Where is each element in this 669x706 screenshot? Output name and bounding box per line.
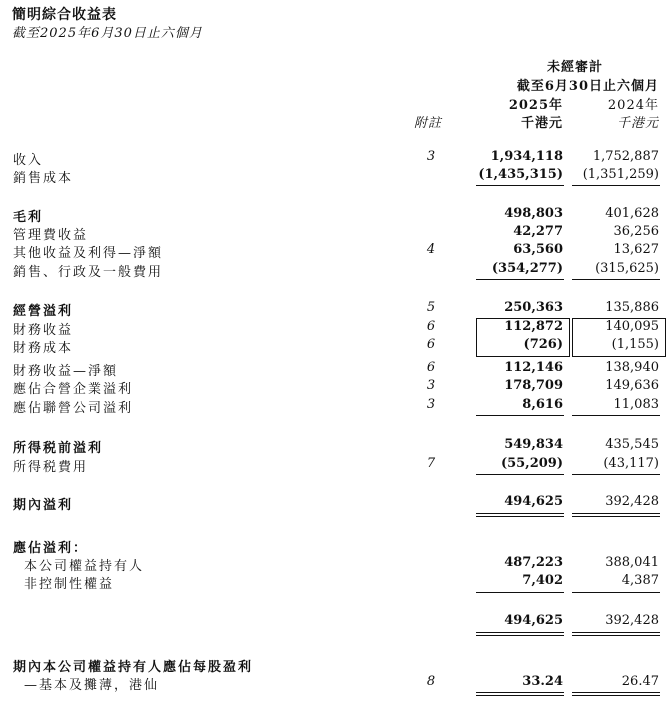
row-value-2025: 498,803 (504, 206, 563, 221)
row-label-eps-heading: 期內本公司權益持有人應佔每股盈利 (13, 660, 254, 675)
total-rule (572, 632, 660, 633)
row-label-cost-of-sales: 銷售成本 (13, 171, 74, 186)
subtotal-rule (476, 415, 564, 416)
row-value-2025: 7,402 (522, 573, 563, 588)
row-value-2025: 494,625 (504, 494, 563, 509)
subtotal-rule (572, 279, 660, 280)
row-value-2024: 392,428 (605, 494, 659, 509)
subtotal-rule (476, 474, 564, 475)
total-rule (476, 695, 564, 696)
row-value-2025: (1,435,315) (478, 167, 563, 182)
row-label-operating-profit: 經營溢利 (13, 304, 74, 319)
header-unit-2024: 千港元 (616, 116, 659, 131)
row-value-2024: 401,628 (605, 206, 659, 221)
row-label-non-controlling: 非控制性權益 (24, 577, 115, 592)
row-value-2025: 112,146 (504, 360, 563, 375)
statement-title: 簡明綜合收益表 (12, 7, 117, 23)
row-note: 8 (426, 674, 436, 689)
row-label-management-fee: 管理費收益 (13, 228, 89, 243)
row-label-other-income: 其他收益及利得—淨額 (13, 246, 164, 261)
row-note: 7 (426, 456, 436, 471)
row-value-2024: 11,083 (613, 397, 659, 412)
total-rule (572, 635, 660, 636)
row-note: 3 (426, 397, 436, 412)
row-value-2024: 149,636 (605, 378, 659, 393)
row-note: 3 (426, 378, 436, 393)
row-value-2024: 13,627 (613, 242, 659, 257)
row-label-income-tax: 所得税費用 (13, 460, 89, 475)
row-value-2025: 42,277 (513, 224, 563, 239)
total-rule (572, 692, 660, 693)
header-year-2025: 2025年 (508, 98, 563, 113)
row-value-2025: 494,625 (504, 613, 563, 628)
total-rule (476, 692, 564, 693)
row-note: 6 (426, 337, 436, 352)
row-value-2025: 178,709 (504, 378, 563, 393)
row-value-2024: (43,117) (603, 456, 659, 471)
row-value-2025: 63,560 (513, 242, 563, 257)
row-label-gross-profit: 毛利 (13, 210, 44, 225)
total-rule (476, 516, 564, 517)
total-rule (572, 695, 660, 696)
header-unit-2025: 千港元 (520, 116, 563, 131)
row-value-2024: (1,155) (611, 337, 659, 352)
row-value-2024: 36,256 (613, 224, 659, 239)
row-label-finance-costs: 財務成本 (13, 341, 74, 356)
row-note: 6 (426, 319, 436, 334)
row-value-2024: 4,387 (621, 573, 659, 588)
row-value-2024: 140,095 (605, 319, 659, 334)
total-rule (476, 632, 564, 633)
subtotal-rule (476, 592, 564, 593)
row-note: 6 (426, 360, 436, 375)
row-note: 5 (426, 300, 436, 315)
row-label-equity-holders: 本公司權益持有人 (24, 559, 145, 574)
subtotal-rule (572, 415, 660, 416)
row-value-2024: 138,940 (605, 360, 659, 375)
header-period: 截至6月30日止六個月 (516, 79, 659, 94)
row-value-2025: (726) (523, 337, 563, 352)
row-value-2024: 1,752,887 (592, 149, 659, 164)
row-value-2025: 33.24 (522, 674, 563, 689)
header-unaudited: 未經審計 (546, 60, 603, 75)
subtotal-rule (572, 474, 660, 475)
row-value-2024: 392,428 (605, 613, 659, 628)
statement-subtitle: 截至2025年6月30日止六個月 (12, 26, 203, 41)
row-label-revenue: 收入 (13, 153, 44, 168)
total-rule (572, 513, 660, 514)
header-notes: 附註 (414, 116, 443, 131)
row-value-2024: 388,041 (605, 555, 659, 570)
row-label-finance-income-net: 財務收益—淨額 (13, 364, 119, 379)
row-value-2025: (55,209) (500, 456, 563, 471)
row-label-sga-expenses: 銷售、行政及一般費用 (13, 265, 164, 280)
row-value-2024: (315,625) (595, 261, 659, 276)
row-note: 4 (426, 242, 436, 257)
row-value-2024: (1,351,259) (582, 167, 659, 182)
subtotal-rule (476, 279, 564, 280)
total-rule (476, 513, 564, 514)
total-rule (476, 635, 564, 636)
row-label-profit-for-period: 期內溢利 (13, 498, 74, 513)
header-year-2024: 2024年 (607, 98, 659, 113)
row-label-attributable-to: 應佔溢利： (13, 541, 89, 556)
row-value-2024: 26.47 (621, 674, 659, 689)
row-note: 3 (426, 149, 436, 164)
row-value-2024: 435,545 (605, 437, 659, 452)
row-value-2025: 549,834 (504, 437, 563, 452)
row-label-share-of-associates: 應佔聯營公司溢利 (13, 401, 134, 416)
row-label-share-of-jv: 應佔合營企業溢利 (13, 382, 134, 397)
row-value-2025: (354,277) (491, 261, 563, 276)
row-value-2025: 8,616 (522, 397, 563, 412)
row-value-2025: 250,363 (504, 300, 563, 315)
row-value-2024: 135,886 (605, 300, 659, 315)
subtotal-rule (572, 185, 660, 186)
subtotal-rule (572, 592, 660, 593)
row-label-profit-before-tax: 所得税前溢利 (13, 441, 104, 456)
total-rule (572, 516, 660, 517)
subtotal-rule (476, 185, 564, 186)
row-label-finance-income: 財務收益 (13, 323, 74, 338)
row-value-2025: 1,934,118 (490, 149, 563, 164)
row-value-2025: 487,223 (504, 555, 563, 570)
row-label-eps-basic-diluted: —基本及攤薄，港仙 (24, 678, 160, 693)
row-value-2025: 112,872 (504, 319, 563, 334)
